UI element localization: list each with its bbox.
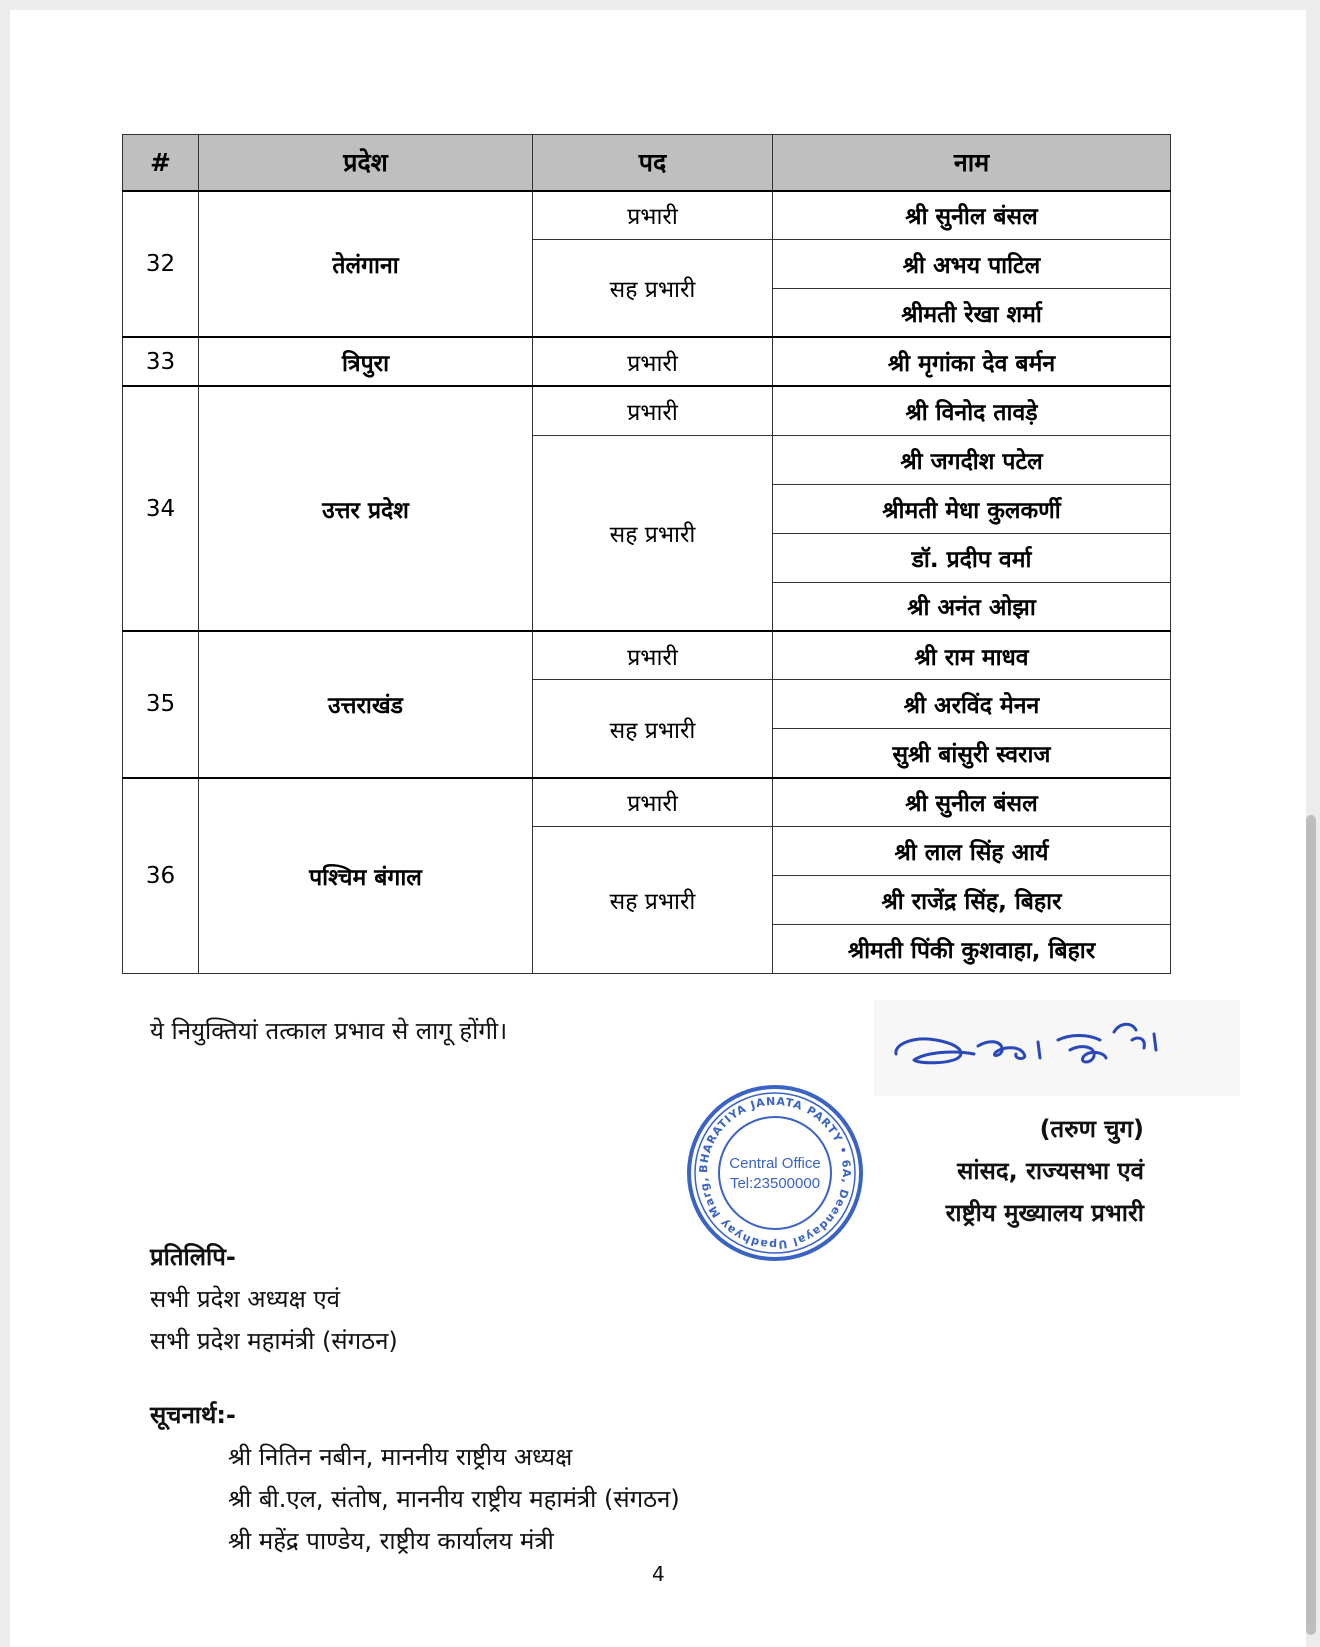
row-number: 34: [123, 386, 199, 631]
person-name: श्रीमती रेखा शर्मा: [773, 288, 1171, 337]
copy-heading: प्रतिलिपि-: [150, 1243, 236, 1271]
table-row: [123, 191, 1171, 240]
person-name: श्री लाल सिंह आर्य: [773, 827, 1171, 876]
info-recipient: श्री नितिन नबीन, माननीय राष्ट्रीय अध्यक्ष: [228, 1443, 573, 1471]
state-name: त्रिपुरा: [199, 337, 533, 386]
vertical-scrollbar[interactable]: [1306, 815, 1316, 1635]
person-name: श्री जगदीश पटेल: [773, 435, 1171, 484]
signature-image: [874, 1000, 1240, 1096]
state-group-34: [123, 386, 1171, 631]
person-name: श्रीमती पिंकी कुशवाहा, बिहार: [773, 925, 1171, 974]
person-name: श्री सुनील बंसल: [773, 778, 1171, 827]
allocation-table: [122, 134, 1171, 974]
seal-tel-text: Tel:23500000: [729, 1175, 821, 1192]
signatory-title: सांसद, राज्यसभा एवं: [957, 1157, 1144, 1185]
row-number: 36: [123, 778, 199, 974]
post-incharge: प्रभारी: [533, 778, 773, 827]
info-recipient: श्री बी.एल, संतोष, माननीय राष्ट्रीय महामंत्री (संगठन): [228, 1485, 680, 1513]
person-name: सुश्री बांसुरी स्वराज: [773, 729, 1171, 778]
row-number: 33: [123, 337, 199, 386]
info-heading: सूचनार्थ:-: [150, 1401, 236, 1429]
effect-note: ये नियुक्तियां तत्काल प्रभाव से लागू होंगी।: [150, 1017, 508, 1045]
post-incharge: प्रभारी: [533, 191, 773, 240]
post-co-incharge: सह प्रभारी: [533, 680, 773, 778]
post-co-incharge: सह प्रभारी: [533, 239, 773, 337]
post-co-incharge: सह प्रभारी: [533, 827, 773, 974]
page-number: 4: [652, 1562, 665, 1586]
person-name: श्री सुनील बंसल: [773, 191, 1171, 240]
seal-ring-text: BHARATIYA JANATA PARTY • 6A, Deendayal Upadhyay Marg,: [696, 1094, 854, 1252]
table-row: [123, 337, 1171, 386]
header-number: #: [123, 135, 199, 191]
state-group-36: [123, 778, 1171, 974]
state-name: उत्तराखंड: [199, 631, 533, 778]
header-post: पद: [533, 135, 773, 191]
copy-recipient: सभी प्रदेश अध्यक्ष एवं: [150, 1285, 341, 1313]
signatory-title: राष्ट्रीय मुख्यालय प्रभारी: [945, 1199, 1144, 1227]
person-name: श्री विनोद तावड़े: [773, 386, 1171, 435]
person-name: श्री मृगांका देव बर्मन: [773, 337, 1171, 386]
person-name: श्री अभय पाटिल: [773, 239, 1171, 288]
post-incharge: प्रभारी: [533, 631, 773, 680]
row-number: 32: [123, 191, 199, 338]
copy-recipient: सभी प्रदेश महामंत्री (संगठन): [150, 1327, 398, 1355]
state-name: उत्तर प्रदेश: [199, 386, 533, 631]
state-group-33: [123, 337, 1171, 386]
table-row: [123, 778, 1171, 827]
table-header-row: [123, 135, 1171, 191]
person-name: श्री अनंत ओझा: [773, 582, 1171, 631]
header-name: नाम: [773, 135, 1171, 191]
post-co-incharge: सह प्रभारी: [533, 435, 773, 631]
person-name: डॉ. प्रदीप वर्मा: [773, 533, 1171, 582]
person-name: श्री राम माधव: [773, 631, 1171, 680]
state-group-35: [123, 631, 1171, 778]
state-group-32: [123, 191, 1171, 338]
state-name: तेलंगाना: [199, 191, 533, 338]
post-incharge: प्रभारी: [533, 337, 773, 386]
header-state: प्रदेश: [199, 135, 533, 191]
info-recipient: श्री महेंद्र पाण्डेय, राष्ट्रीय कार्यालय मंत्री: [228, 1527, 554, 1555]
person-name: श्री अरविंद मेनन: [773, 680, 1171, 729]
person-name: श्री राजेंद्र सिंह, बिहार: [773, 876, 1171, 925]
signature-scribble: [874, 1000, 1240, 1096]
row-number: 35: [123, 631, 199, 778]
table-row: [123, 386, 1171, 435]
table-row: [123, 631, 1171, 680]
person-name: श्रीमती मेधा कुलकर्णी: [773, 484, 1171, 533]
signatory-name: (तरुण चुग): [1039, 1115, 1144, 1143]
state-name: पश्चिम बंगाल: [199, 778, 533, 974]
seal-office-text: Central Office: [729, 1155, 821, 1172]
party-seal: [684, 1082, 866, 1264]
post-incharge: प्रभारी: [533, 386, 773, 435]
